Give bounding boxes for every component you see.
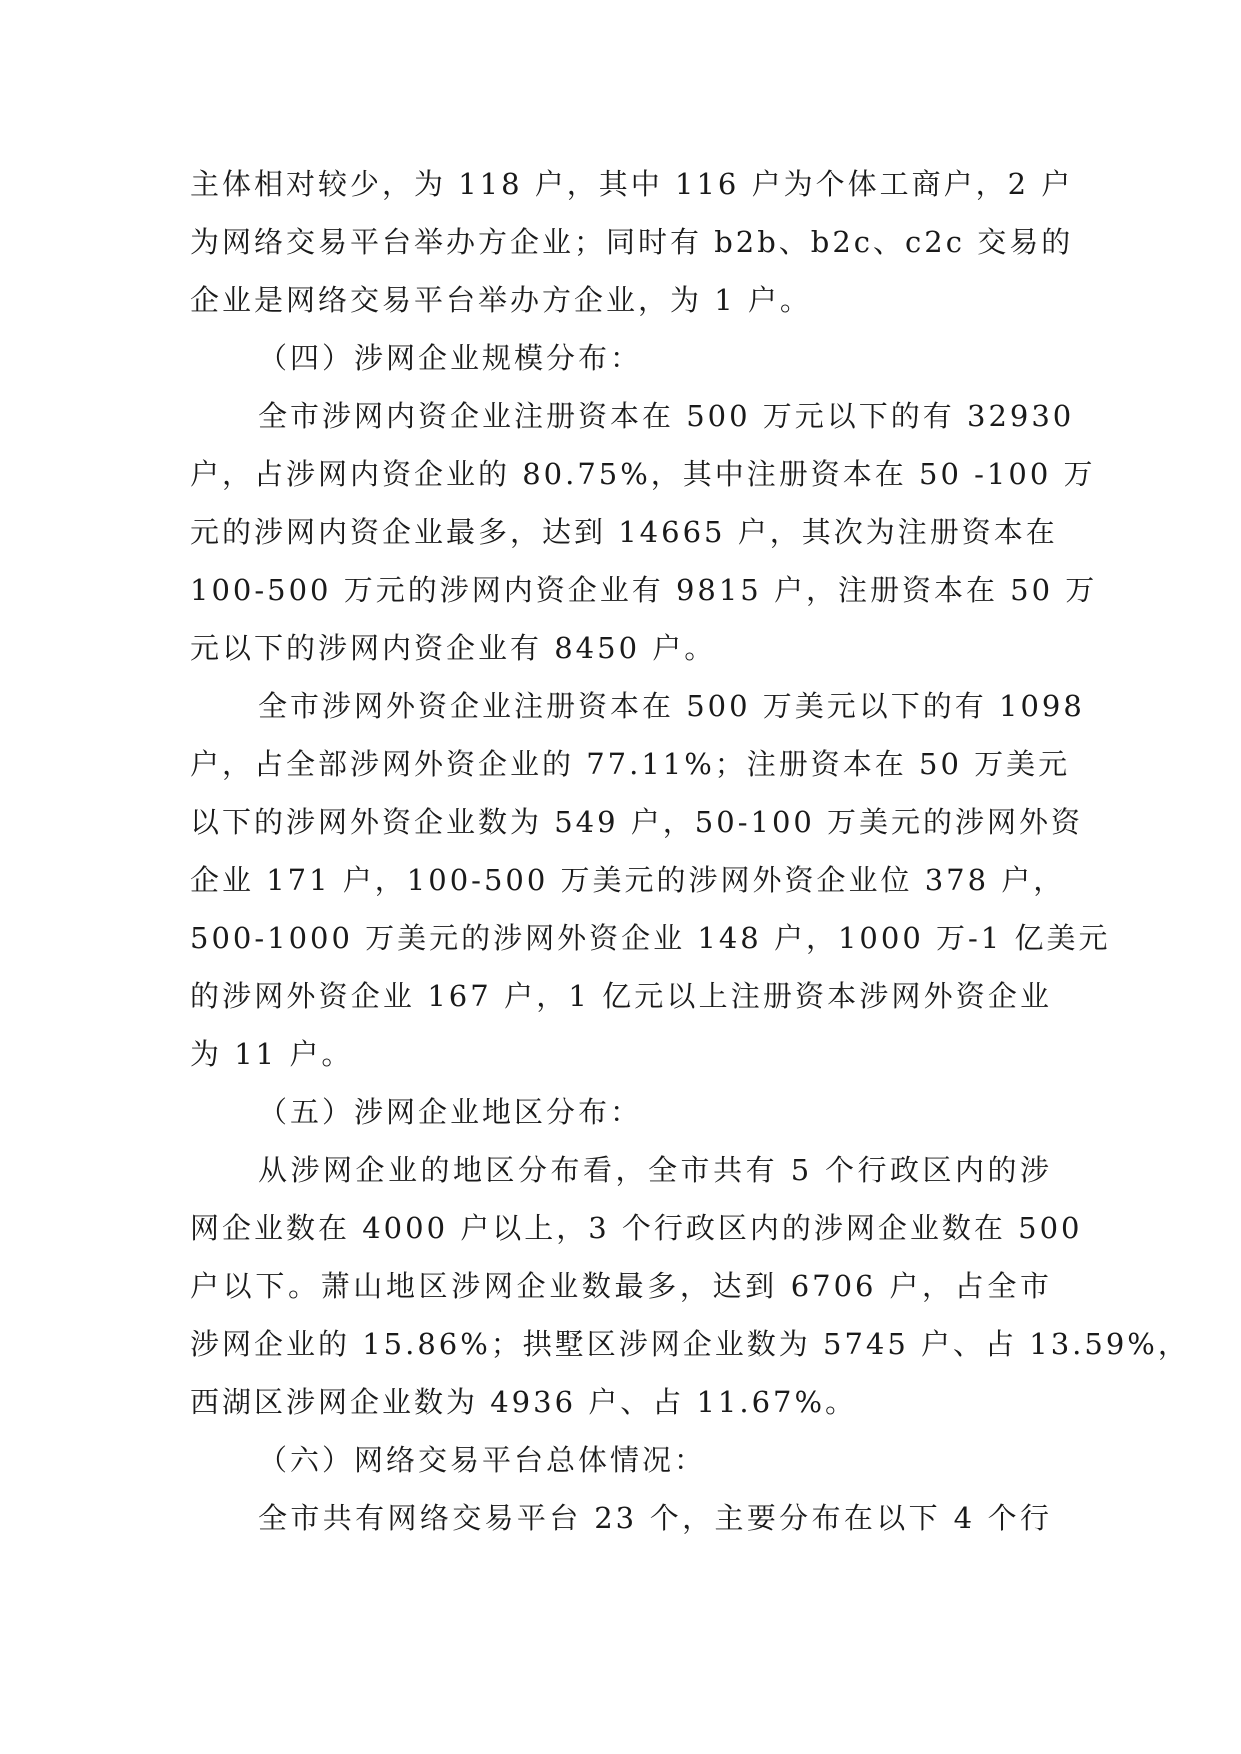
- section-heading: （四）涉网企业规模分布：: [258, 341, 643, 375]
- text-line: 500-1000 万美元的涉网外资企业 148 户，1000 万-1 亿美元: [190, 921, 1111, 955]
- text-line: 西湖区涉网企业数为 4936 户、占 11.67%。: [190, 1385, 858, 1419]
- text-line: 全市共有网络交易平台 23 个，主要分布在以下 4 个行: [258, 1501, 1052, 1535]
- text-line: 户以下。萧山地区涉网企业数最多，达到 6706 户，占全市: [190, 1269, 1052, 1303]
- text-line: 的涉网外资企业 167 户，1 亿元以上注册资本涉网外资企业: [190, 979, 1052, 1013]
- text-line: 全市涉网内资企业注册资本在 500 万元以下的有 32930: [258, 399, 1075, 433]
- document-body: [190, 155, 1190, 1547]
- section-heading: （六）网络交易平台总体情况：: [258, 1443, 707, 1477]
- text-line: 户，占全部涉网外资企业的 77.11%；注册资本在 50 万美元: [190, 747, 1071, 781]
- text-line: 为网络交易平台举办方企业；同时有 b2b、b2c、c2c 交易的: [190, 225, 1074, 259]
- text-line: 元的涉网内资企业最多，达到 14665 户，其次为注册资本在: [190, 515, 1058, 549]
- text-line: 100-500 万元的涉网内资企业有 9815 户，注册资本在 50 万: [190, 573, 1098, 607]
- text-line: 涉网企业的 15.86%；拱墅区涉网企业数为 5745 户、占 13.59%，: [190, 1327, 1190, 1361]
- text-line: 网企业数在 4000 户以上，3 个行政区内的涉网企业数在 500: [190, 1211, 1083, 1245]
- text-line: 企业 171 户，100-500 万美元的涉网外资企业位 378 户，: [190, 863, 1066, 897]
- text-line: 为 11 户。: [190, 1037, 354, 1071]
- text-line: 以下的涉网外资企业数为 549 户，50-100 万美元的涉网外资: [190, 805, 1084, 839]
- text-line: 全市涉网外资企业注册资本在 500 万美元以下的有 1098: [258, 689, 1085, 723]
- section-heading: （五）涉网企业地区分布：: [258, 1095, 643, 1129]
- text-line: 从涉网企业的地区分布看，全市共有 5 个行政区内的涉: [258, 1153, 1052, 1187]
- text-line: 企业是网络交易平台举办方企业，为 1 户。: [190, 283, 812, 317]
- text-line: 元以下的涉网内资企业有 8450 户。: [190, 631, 717, 665]
- text-line: 主体相对较少，为 118 户，其中 116 户为个体工商户，2 户: [190, 167, 1074, 201]
- text-line: 户，占涉网内资企业的 80.75%，其中注册资本在 50 -100 万: [190, 457, 1096, 491]
